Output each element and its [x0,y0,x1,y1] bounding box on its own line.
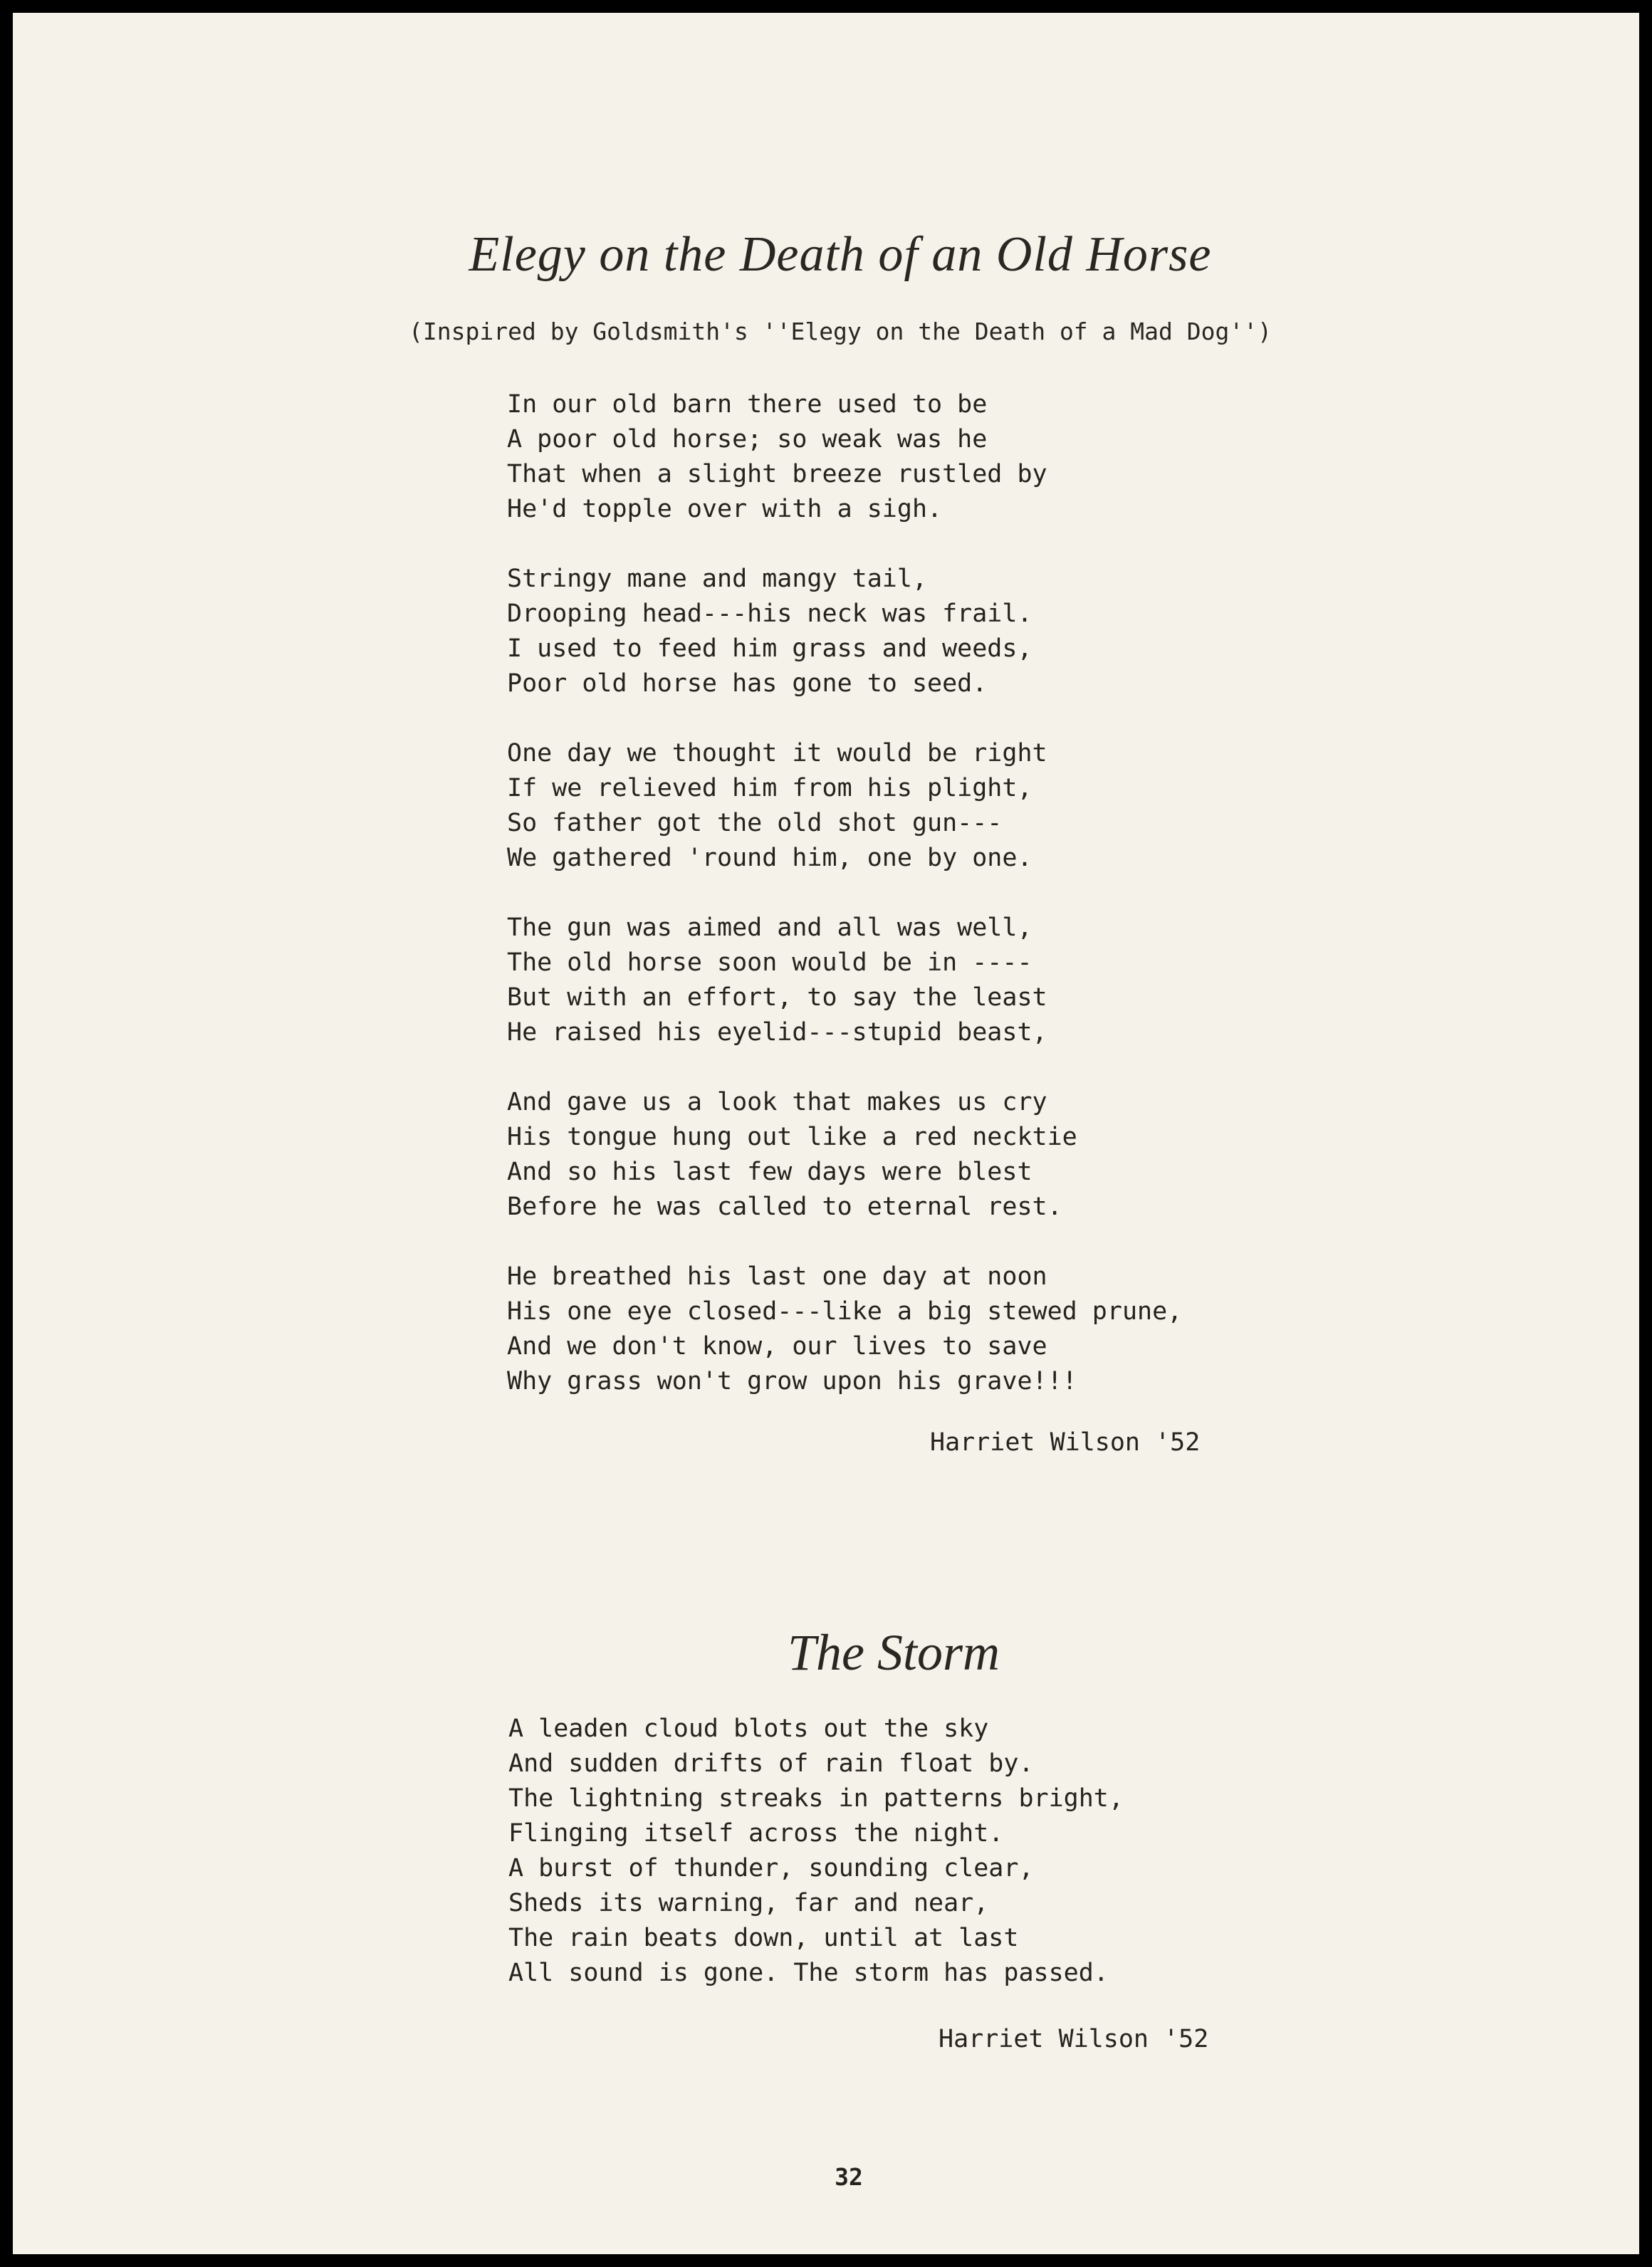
poem-line: Stringy mane and mangy tail, [507,565,928,593]
poem-line: So father got the old shot gun--- [507,809,1003,837]
poem-line: The lightning streaks in patterns bright, [508,1784,1124,1813]
stanza-4 [507,911,1182,1050]
poem-line: Poor old horse has gone to seed. [507,669,988,698]
poem-line: And gave us a look that makes us cry [507,1088,1047,1116]
poem-line: He'd topple over with a sigh. [507,495,943,523]
poem-line: If we relieved him from his plight, [507,774,1032,802]
poem-line: His tongue hung out like a red necktie [507,1123,1077,1151]
poem-line: A poor old horse; so weak was he [507,425,988,454]
stanza-1 [507,387,1182,527]
poem-line: A burst of thunder, sounding clear, [508,1854,1034,1883]
poem-line: Why grass won't grow upon his grave!!! [507,1367,1077,1396]
poem-line: One day we thought it would be right [507,739,1047,768]
stanza-5 [507,1085,1182,1225]
poem-subtitle-elegy: (Inspired by Goldsmith's ''Elegy on the Death of a Mad Dog'') [409,318,1272,345]
poem-line: A leaden cloud blots out the sky [508,1714,989,1743]
poem-line: That when a slight breeze rustled by [507,460,1047,488]
stanza-6 [507,1260,1182,1399]
poem-line: And sudden drifts of rain float by. [508,1749,1034,1778]
poem-line: The rain beats down, until at last [508,1924,1019,1952]
poem-line: Sheds its warning, far and near, [508,1889,989,1917]
poem-body-storm [508,1712,1124,1991]
document-page [13,13,1639,2254]
poem-line: We gathered 'round him, one by one. [507,844,1032,872]
stanza-2 [507,562,1182,701]
poem-line: All sound is gone. The storm has passed. [508,1959,1109,1987]
poem-title-elegy: Elegy on the Death of an Old Horse [469,227,1212,282]
stanza-3 [507,736,1182,876]
poem-body-elegy [507,387,1182,1399]
poem-title-storm: The Storm [787,1624,1000,1681]
poem-line: And we don't know, our lives to save [507,1332,1047,1361]
poem-line: Drooping head---his neck was frail. [507,600,1032,628]
poem-line: But with an effort, to say the least [507,983,1047,1012]
poem-line: He raised his eyelid---stupid beast, [507,1018,1047,1047]
poem-line: He breathed his last one day at noon [507,1262,1047,1291]
poem-line: His one eye closed---like a big stewed prune, [507,1297,1183,1326]
poem-line: The gun was aimed and all was well, [507,913,1032,942]
poem-line: The old horse soon would be in ---- [507,948,1032,977]
author-signature-elegy: Harriet Wilson '52 [930,1428,1201,1457]
page-number: 32 [835,2163,863,2191]
poem-line: In our old barn there used to be [507,390,988,419]
poem-line: And so his last few days were blest [507,1158,1032,1186]
poem-line: Before he was called to eternal rest. [507,1193,1062,1221]
author-signature-storm: Harriet Wilson '52 [939,2025,1209,2053]
poem-line: Flinging itself across the night. [508,1819,1004,1848]
poem-line: I used to feed him grass and weeds, [507,634,1032,663]
